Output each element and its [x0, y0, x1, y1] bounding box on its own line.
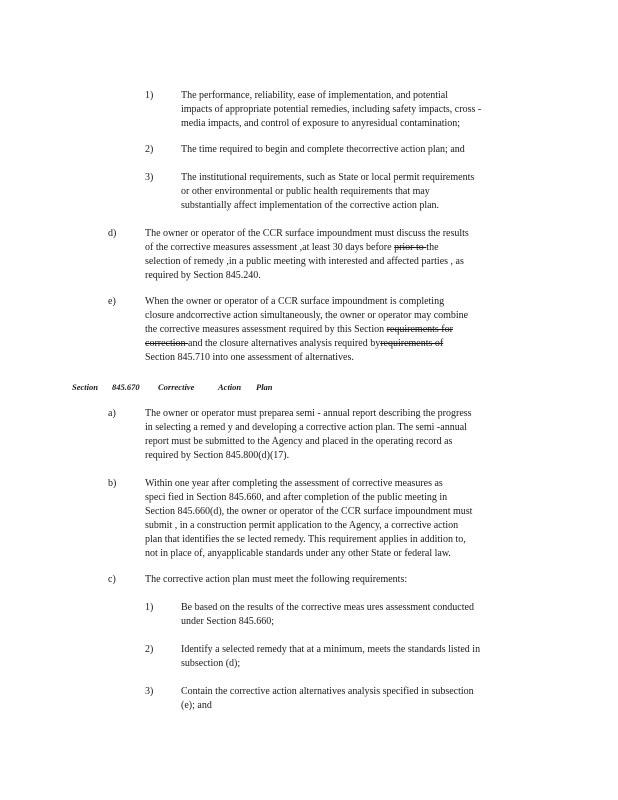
paragraph: The institutional requirements, such as State or local permit requirements or other environmental or public health requirements that may substantially affect implementation of the corrective action plan.: [181, 172, 475, 211]
paragraph-b: Within one year after completing the assessment of corrective measures as speci fied in Section 845.660, and after completion of the public meeting in Section 845.660(d), the owner or operator of the CCR surface impoundment must submit , in a construction permit application to the Agency, a corrective action plan that identifies the se lected remedy. This requirement applies in addition to, not in place of, anyapplicable standards under any other State or federal law.: [145, 478, 473, 559]
paragraph-a: The owner or operator must preparea semi - annual report describing the progress in selecting a remed y and developing a corrective action plan. The semi -annual report must be submitted to the Agency and placed in the operating record as required by Section 845.800(d)(17).: [145, 408, 472, 461]
paragraph: Be based on the results of the corrective meas ures assessment conducted under Section 845.660;: [181, 602, 474, 627]
paragraph: The time required to begin and complete thecorrective action plan; and: [181, 144, 465, 155]
item-letter: e): [108, 296, 116, 307]
item-letter: a): [108, 408, 116, 419]
paragraph: Identify a selected remedy that at a minimum, meets the standards listed in subsection (d);: [181, 644, 481, 669]
section-number: 845.670: [112, 382, 140, 392]
item-letter: b): [108, 478, 117, 489]
item-letter: c): [108, 574, 116, 585]
struck-text: correction: [145, 338, 189, 349]
item-number: 3): [145, 686, 154, 697]
struck-text: requirements of: [380, 338, 444, 349]
struck-text: prior to: [394, 242, 427, 253]
paragraph-e: When the owner or operator of a CCR surface impoundment is completing closure andcorrective action simultaneously, the owner or operator may combine the corrective measures assessment required by this Section requirements for correction and the closure alternatives analysis required byrequirements of Section 845.710 into one assessment of alternatives.: [145, 296, 469, 363]
item-number: 1): [145, 602, 154, 613]
section-title-word: Action: [218, 382, 242, 392]
section-title-word: Plan: [256, 382, 273, 392]
item-number: 2): [145, 644, 154, 655]
item-number: 1): [145, 90, 154, 101]
section-title-word: Corrective: [158, 382, 195, 392]
item-number: 3): [145, 172, 154, 183]
struck-text: requirements for: [386, 324, 453, 335]
item-letter: d): [108, 228, 117, 239]
paragraph-d: The owner or operator of the CCR surface impoundment must discuss the results of the corrective measures assessment ,at least 30 days before prior to the selection of remedy ,in a public meeting with interested and affected parties , as required by Section 845.240.: [145, 228, 469, 281]
paragraph: Contain the corrective action alternatives analysis specified in subsection (e); and: [181, 686, 474, 711]
paragraph: The performance, reliability, ease of implementation, and potential impacts of appropriate potential remedies, including safety impacts, cross - media impacts, and control of exposure to anyresidual contamination;: [181, 90, 482, 129]
section-label: Section: [72, 382, 98, 392]
paragraph-c: The corrective action plan must meet the following requirements:: [145, 574, 408, 585]
item-number: 2): [145, 144, 154, 155]
